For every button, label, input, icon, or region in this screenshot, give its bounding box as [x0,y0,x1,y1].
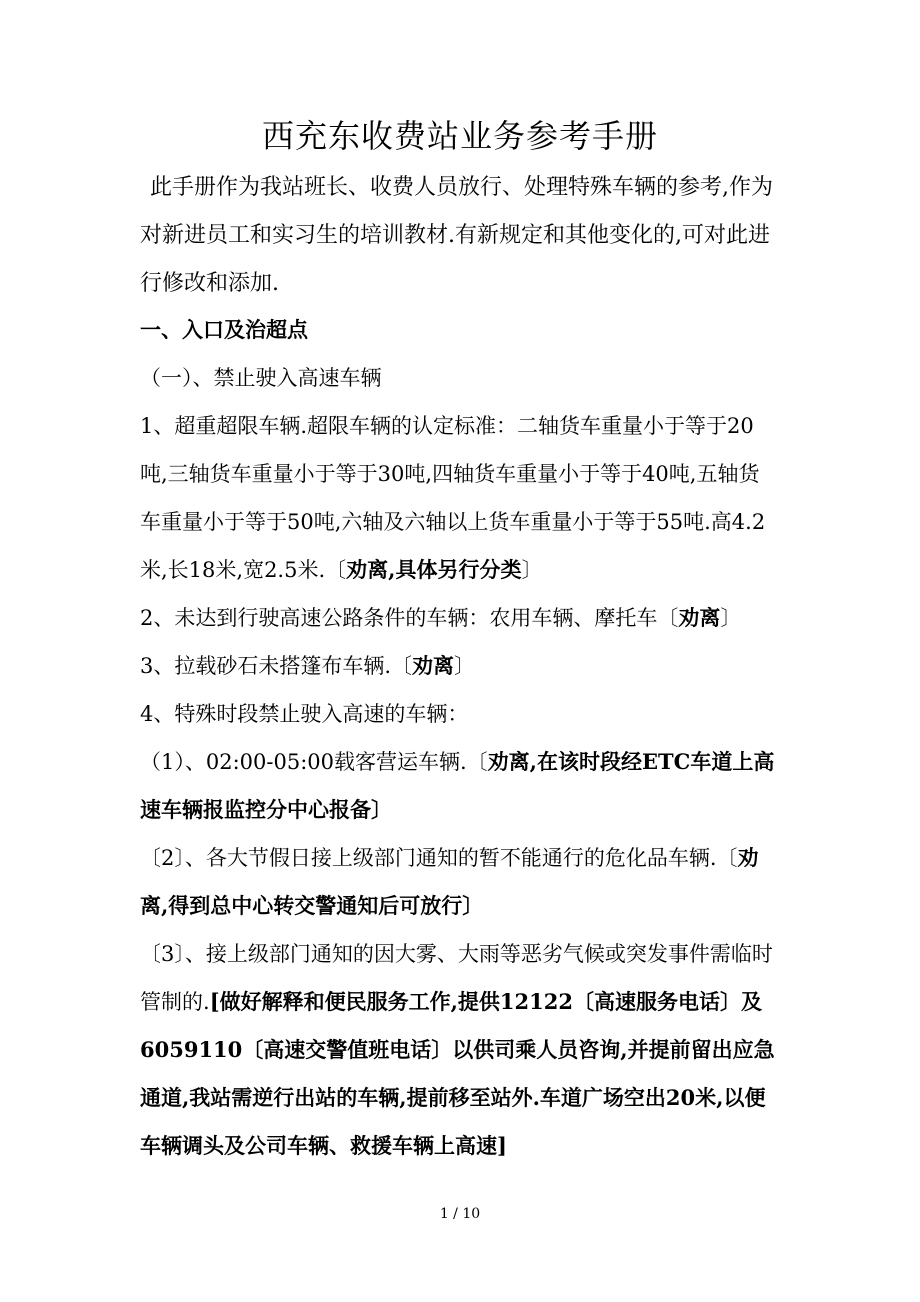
item-3 [140,642,780,690]
item-4-2 [140,834,780,930]
item-2-bold: 劝离 [678,605,721,630]
item-4-3-text: 〔3〕、接上级部门通知的因大雾、大雨等恶劣气候或突发事件需临时管制的. [140,942,773,1014]
item-2-text: 2、未达到行驶高速公路条件的车辆：农用车辆、摩托车〔 [140,606,679,630]
item-3-end: 〕 [454,654,476,678]
item-2 [140,594,780,642]
page-number: 1 / 10 [439,1206,481,1222]
item-4-3-bold: [做好解释和便民服务工作,提供12122〔高速服务电话〕及6059110〔高速交警值班电话〕以供司乘人员咨询,并提前留出应急通道,我站需逆行出站的车辆,提前移至站外.车道广场空出20米,以便车辆调头及公司车辆、救援车辆上高速] [140,989,775,1158]
item-4-1-text: （1）、02:00-05:00载客营运车辆.〔 [140,750,488,774]
item-1-bold: 劝离,具体另行分类 [346,557,522,582]
item-4-2-bold: 劝离,得到总中心转交警通知后可放行〕 [140,845,759,918]
intro-paragraph: 此手册作为我站班长、收费人员放行、处理特殊车辆的参考,作为对新进员工和实习生的培训教材.有新规定和其他变化的,可对此进行修改和添加. [140,175,773,296]
item-4: 4、特殊时段禁止驶入高速的车辆： [140,702,469,726]
item-1 [140,402,780,594]
item-3-text: 3、拉载砂石未搭篷布车辆.〔 [140,654,413,678]
section-heading: 一、入口及治超点 [140,317,308,342]
item-4-1-bold: 劝离,在该时段经ETC车道上高速车辆报监控分中心报备〕 [140,749,775,822]
page-title: 西充东收费站业务参考手册 [261,117,658,155]
item-4-1 [140,738,780,834]
item-3-bold: 劝离 [412,653,455,678]
item-2-end: 〕 [720,606,742,630]
item-1-text: 1、超重超限车辆.超限车辆的认定标准：二轴货车重量小于等于20吨,三轴货车重量小于等于30吨,四轴货车重量小于等于40吨,五轴货车重量小于等于50吨,六轴及六轴以上货车重量小于等于55吨.高4.2米,长18米,宽2.5米.〔 [140,414,766,582]
item-4-3 [140,930,780,1170]
item-4-2-text: 〔2〕、各大节假日接上级部门通知的暂不能通行的危化品车辆.〔 [140,846,738,870]
item-1-end: 〕 [521,558,543,582]
subsection-heading: （一）、禁止驶入高速车辆 [140,366,382,390]
